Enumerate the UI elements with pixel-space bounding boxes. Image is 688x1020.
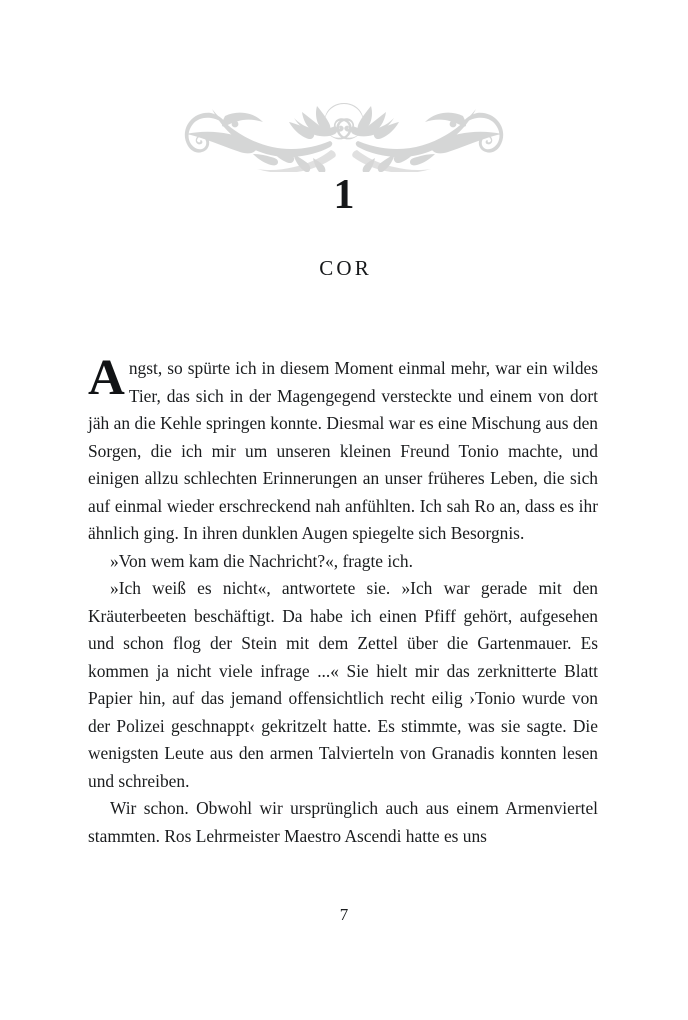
chapter-title: COR bbox=[319, 256, 372, 280]
paragraph: »Von wem kam die Nachricht?«, fragte ich. bbox=[110, 550, 413, 571]
paragraph: Wir schon. Obwohl wir ursprünglich auch aus einem Armenviertel stammten. Ros Lehrmeister Maestro Ascendi hatte es uns bbox=[88, 798, 598, 846]
page-number: 7 bbox=[339, 905, 349, 924]
paragraph: »Ich weiß es nicht«, antwortete sie. »Ich war gerade mit den Kräuterbeeten beschäftigt. Da habe ich einen Pfiff gehört, aufgesehen und schon flog der Stein mit dem Zettel über die Gartenmauer. Es kommen ja nicht viele infrage ...« Sie hielt mir das zerknitterte Blatt Papier hin, auf das jemand offensichtlich recht eilig ›Tonio wurde von der Polizei geschnappt‹ gekritzelt hatte. Es stimmte, was sie sagte. Die wenigsten Leute aus den armen Talvierteln von Granadis konnten lesen und schreiben. bbox=[88, 578, 598, 791]
chapter-number: 1 bbox=[333, 172, 355, 218]
floral-flourish-ornament bbox=[165, 98, 523, 172]
body-text bbox=[88, 350, 598, 850]
paragraph: Angst, so spürte ich in diesem Moment einmal mehr, war ein wildes Tier, das sich in der Magengegend versteckte und einem von dort jäh an die Kehle springen konnte. Diesmal war es eine Mischung aus den Sorgen, die ich mir um unseren kleinen Freund Tonio machte, und einigen allzu schlechten Erinnerungen an unser früheres Leben, die sich auf einmal wieder erschreckend nah anfühlten. Ich sah Ro an, dass es ihr ähnlich ging. In ihren dunklen Augen spiegelte sich Besorgnis. bbox=[88, 350, 598, 543]
chapter-opener bbox=[0, 98, 688, 279]
